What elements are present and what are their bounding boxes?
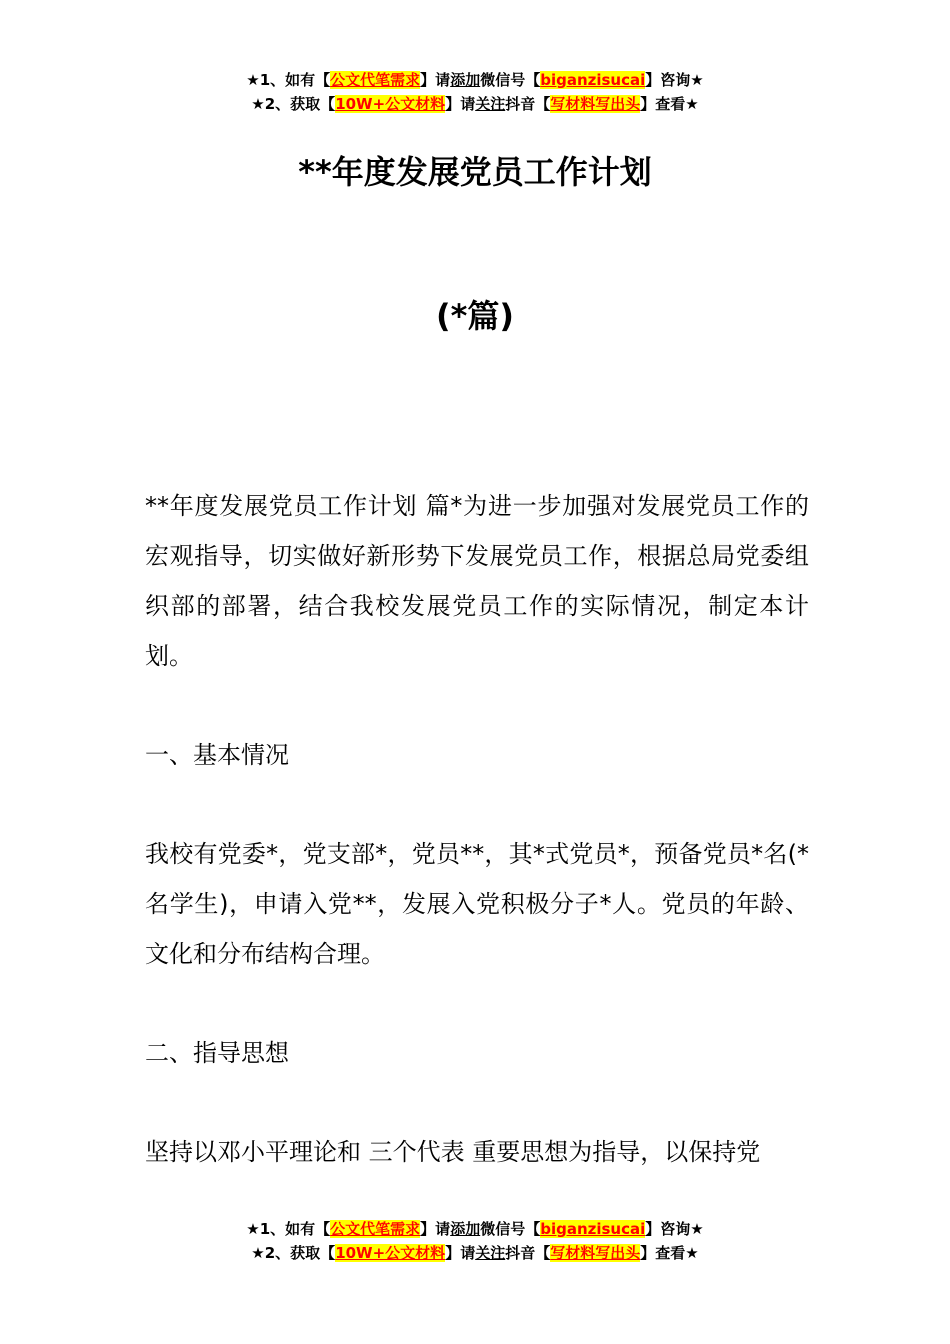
banner-line-1 (0, 68, 950, 92)
banner-text: 】请 (420, 1220, 451, 1238)
highlight-wechat-id: biganzisucai (540, 1220, 646, 1238)
highlight-service: 公文代笔需求 (330, 1220, 421, 1238)
banner-text: 】咨询★ (645, 1220, 704, 1238)
highlight-douyin-account: 写材料写出头 (550, 1244, 641, 1262)
banner-text: 】请 (420, 71, 451, 89)
banner-text: 抖音【 (505, 95, 551, 113)
section-heading-basic-situation: 一、基本情况 (145, 741, 289, 769)
highlight-materials: 10W+公文材料 (335, 95, 446, 113)
banner-text: 】请 (445, 1244, 476, 1262)
banner-text: 微信号【 (480, 71, 541, 89)
banner-text-underlined: 关注 (475, 95, 506, 113)
banner-line-2 (0, 1241, 950, 1265)
document-body (145, 481, 809, 1226)
banner-text-underlined: 添加 (450, 1220, 481, 1238)
banner-text-underlined: 关注 (475, 1244, 506, 1262)
header-banner (0, 68, 950, 116)
highlight-service: 公文代笔需求 (330, 71, 421, 89)
banner-text: ★1、如有【 (246, 71, 331, 89)
banner-text: 微信号【 (480, 1220, 541, 1238)
banner-text: ★2、获取【 (251, 1244, 336, 1262)
section-heading-guiding-ideology: 二、指导思想 (145, 1039, 289, 1067)
banner-text: 】查看★ (640, 1244, 699, 1262)
banner-text: ★1、如有【 (246, 1220, 331, 1238)
banner-text: 抖音【 (505, 1244, 551, 1262)
footer-banner (0, 1217, 950, 1265)
banner-text: 】查看★ (640, 95, 699, 113)
highlight-douyin-account: 写材料写出头 (550, 95, 641, 113)
guiding-ideology-paragraph: 坚持以邓小平理论和 三个代表 重要思想为指导，以保持党 (145, 1138, 761, 1166)
document-subtitle: (*篇) (436, 297, 514, 335)
banner-text-underlined: 添加 (450, 71, 481, 89)
document-title: **年度发展党员工作计划 (298, 153, 652, 191)
banner-text: ★2、获取【 (251, 95, 336, 113)
basic-situation-paragraph: 我校有党委*，党支部*，党员**，其*式党员*，预备党员*名(*名学生)，申请入党**，发展入党积极分子*人。党员的年龄、文化和分布结构合理。 (145, 840, 809, 968)
highlight-materials: 10W+公文材料 (335, 1244, 446, 1262)
banner-line-2 (0, 92, 950, 116)
intro-paragraph: **年度发展党员工作计划 篇*为进一步加强对发展党员工作的宏观指导，切实做好新形势下发展党员工作，根据总局党委组织部的部署，结合我校发展党员工作的实际情况，制定本计划。 (145, 492, 809, 670)
highlight-wechat-id: biganzisucai (540, 71, 646, 89)
banner-line-1 (0, 1217, 950, 1241)
banner-text: 】请 (445, 95, 476, 113)
banner-text: 】咨询★ (645, 71, 704, 89)
